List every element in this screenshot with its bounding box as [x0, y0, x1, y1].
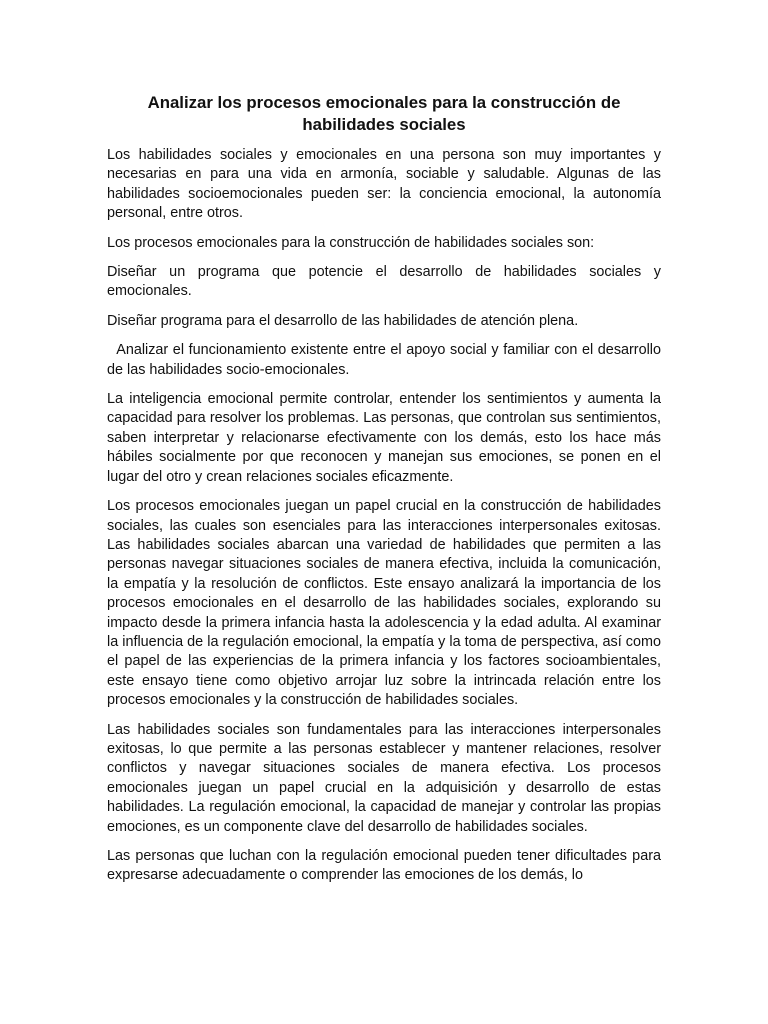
paragraph-social-skills-fundamentals: Las habilidades sociales son fundamentales para las interacciones interpersonales exitosas, lo que permite a las personas establecer y mantener relaciones, resolver conflictos y navegar situaciones sociales de manera efectiva. Los procesos emocionales juegan un papel crucial en la adquisición y desarrollo de estas habilidades. La regulación emocional, la capacidad de manejar y controlar las propias emociones, es un componente clave del desarrollo de habilidades sociales. — [107, 721, 661, 835]
paragraph-mindfulness-program: Diseñar programa para el desarrollo de las habilidades de atención plena. — [107, 312, 579, 329]
paragraph-essay-overview: Los procesos emocionales juegan un papel crucial en la construcción de habilidades sociales, las cuales son esenciales para las interacciones interpersonales exitosas. Las habilidades sociales abarcan una variedad de habilidades que permiten a las personas navegar situaciones sociales de manera efectiva, incluida la comunicación, la empatía y la resolución de conflictos. Este ensayo analizará la importancia de los procesos emocionales en el desarrollo de las habilidades sociales, explorando su impacto desde la primera infancia hasta la adolescencia y la edad adulta. Al examinar la influencia de la regulación emocional, la empatía y la toma de perspectiva, así como el papel de las experiencias de la primera infancia y los factores socioambientales, este ensayo tiene como objetivo arrojar luz sobre la intrincada relación entre los procesos emocionales y la construcción de habilidades sociales. — [107, 498, 661, 709]
document-body — [107, 92, 665, 896]
paragraph-regulation-difficulties: Las personas que luchan con la regulación emocional pueden tener dificultades para expresarse adecuadamente o comprender las emociones de los demás, lo — [107, 848, 661, 884]
paragraph-social-support: Analizar el funcionamiento existente entre el apoyo social y familiar con el desarrollo de las habilidades socio-emocionales. — [107, 342, 665, 378]
paragraph-emotional-intelligence: La inteligencia emocional permite controlar, entender los sentimientos y aumenta la capacidad para resolver los problemas. Las personas, que controlan sus sentimientos, saben interpretar y relacionarse efectivamente con los demás, esto los hace más hábiles socialmente por que reconocen y manejan sus emociones, se ponen en el lugar del otro y crean relaciones sociales eficazmente. — [107, 391, 661, 485]
paragraph-design-program: Diseñar un programa que potencie el desarrollo de habilidades sociales y emocionales. — [107, 264, 661, 300]
paragraph-processes-lead: Los procesos emocionales para la construcción de habilidades sociales son: — [107, 234, 595, 251]
paragraph-intro: Los habilidades sociales y emocionales en una persona son muy importantes y necesarias en para una vida en armonía, sociable y saludable. Algunas de las habilidades socioemocionales pueden ser: la conciencia emocional, la autonomía personal, entre otros. — [107, 147, 661, 222]
document-title: Analizar los procesos emocionales para la construcción de habilidades sociales — [147, 93, 621, 134]
